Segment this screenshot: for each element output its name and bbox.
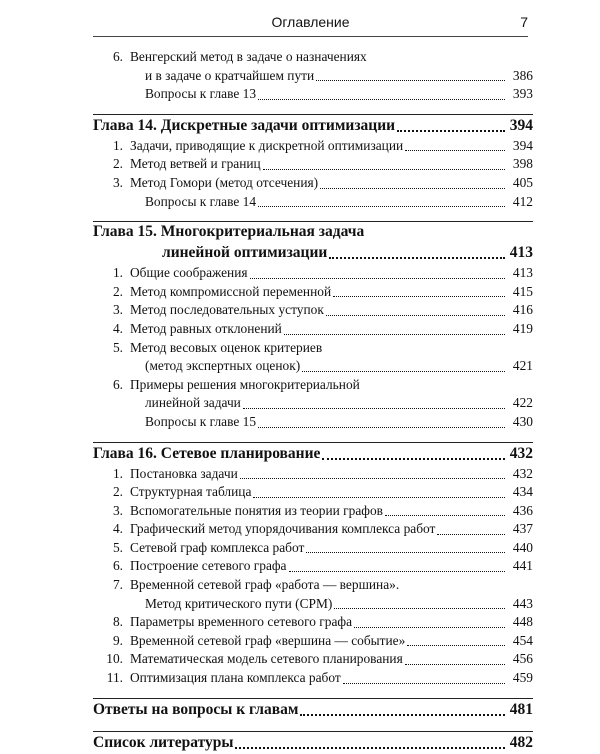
section-title-line2: Метод критического пути (CPM): [145, 595, 333, 611]
toc-entry-15-3[interactable]: [93, 301, 533, 320]
toc-entry-15-6[interactable]: [93, 376, 533, 413]
section-number: 3.: [112, 502, 123, 518]
section-page: 456: [512, 651, 533, 667]
bibliography-block: [93, 731, 533, 754]
section-title-line1: Метод весовых оценок критериев: [130, 339, 323, 355]
section-page: 434: [512, 484, 533, 500]
toc-entry-chapter-16[interactable]: [93, 443, 533, 465]
section-number: 11.: [106, 670, 123, 686]
section-number: 5.: [112, 539, 123, 555]
section-title: Оптимизация плана комплекса работ: [130, 670, 341, 686]
section-title: Построение сетевого графа: [130, 558, 287, 574]
dot-leader: [243, 407, 505, 409]
dot-leader: [343, 682, 505, 684]
dot-leader: [235, 746, 505, 749]
section-page: 394: [512, 137, 533, 153]
section-page: 432: [512, 465, 533, 481]
chapter-page: 394: [509, 116, 533, 134]
dot-leader: [405, 149, 505, 151]
answers-title: Ответы на вопросы к главам: [93, 700, 299, 718]
dot-leader: [253, 496, 505, 498]
toc-entry-answers[interactable]: [93, 699, 533, 721]
toc-entry-16-5[interactable]: [93, 539, 533, 558]
dot-leader: [385, 514, 505, 516]
questions-title: Вопросы к главе 15: [145, 413, 257, 429]
chapter-16-block: [93, 442, 533, 688]
section-title-line1: Временной сетевой граф «работа — вершина».: [130, 577, 400, 593]
bibliography-page: 482: [509, 733, 533, 751]
dot-leader: [258, 426, 505, 428]
dot-leader: [320, 187, 505, 189]
toc-entry-15-1[interactable]: [93, 264, 533, 283]
section-number: 6.: [112, 49, 123, 64]
dot-leader: [316, 79, 505, 81]
section-title-line1: Примеры решения многокритериальной: [130, 376, 360, 392]
table-of-contents: [93, 48, 533, 754]
toc-entry-15-2[interactable]: [93, 283, 533, 302]
section-number: 2.: [112, 283, 123, 299]
toc-entry-16-7[interactable]: [93, 576, 533, 613]
toc-entry-14-2[interactable]: [93, 155, 533, 174]
toc-entry-16-1[interactable]: [93, 465, 533, 484]
questions-page: 430: [512, 413, 533, 429]
toc-entry-14-1[interactable]: [93, 137, 533, 156]
section-page: 415: [512, 283, 533, 299]
toc-entry-15-4[interactable]: [93, 320, 533, 339]
toc-entry-16-2[interactable]: [93, 483, 533, 502]
section-title: Временной сетевой граф «вершина — событие»: [130, 632, 406, 648]
questions-title: Вопросы к главе 13: [145, 86, 257, 102]
dot-leader: [397, 129, 505, 132]
chapter-title: Глава 16. Сетевое планирование: [93, 444, 321, 462]
dot-leader: [284, 333, 505, 335]
chapter-page: 413: [509, 244, 533, 262]
chapter-title-line1: Глава 15. Многокритериальная задача: [93, 223, 365, 241]
toc-entry-16-4[interactable]: [93, 520, 533, 539]
section-title: Параметры временного сетевого графа: [130, 614, 353, 630]
toc-entry-16-9[interactable]: [93, 632, 533, 651]
section-title: Задачи, приводящие к дискретной оптимизации: [130, 137, 404, 153]
page-number: 7: [520, 14, 528, 30]
section-page: 441: [512, 558, 533, 574]
section-page: 416: [512, 302, 533, 318]
section-page: 386: [512, 67, 533, 83]
section-title: Постановка задачи: [130, 465, 238, 481]
toc-entry-14-3[interactable]: [93, 174, 533, 193]
section-title: Метод Гомори (метод отсечения): [130, 174, 319, 190]
section-page: 437: [512, 521, 533, 537]
toc-entry-16-8[interactable]: [93, 613, 533, 632]
dot-leader: [354, 626, 505, 628]
toc-entry-questions-14[interactable]: [93, 193, 533, 212]
section-number: 10.: [106, 651, 123, 667]
section-page: 405: [512, 174, 533, 190]
dot-leader: [263, 168, 505, 170]
section-number: 9.: [112, 632, 123, 648]
dot-leader: [250, 277, 505, 279]
section-number: 4.: [112, 320, 123, 336]
toc-entry-16-10[interactable]: [93, 650, 533, 669]
section-title: Метод последовательных уступок: [130, 302, 324, 318]
dot-leader: [405, 663, 505, 665]
section-number: 8.: [112, 614, 123, 630]
section-number: 1.: [112, 137, 123, 153]
dot-leader: [407, 644, 505, 646]
answers-page: 481: [509, 700, 533, 718]
questions-page: 393: [512, 86, 533, 102]
questions-title: Вопросы к главе 14: [145, 193, 257, 209]
section-page: 440: [512, 539, 533, 555]
section-title-line2: и в задаче о кратчайшем пути: [145, 67, 315, 83]
section-title: Метод ветвей и границ: [130, 156, 261, 172]
section-page: 421: [512, 358, 533, 374]
dot-leader: [306, 551, 505, 553]
answers-block: [93, 698, 533, 721]
section-title: Математическая модель сетевого планирования: [130, 651, 403, 667]
section-number: 6.: [112, 558, 123, 574]
running-title: Оглавление: [271, 14, 350, 30]
questions-page: 412: [512, 193, 533, 209]
dot-leader: [240, 477, 505, 479]
section-number: 5.: [112, 339, 123, 355]
dot-leader: [258, 98, 505, 100]
section-title: Вспомогательные понятия из теории графов: [130, 502, 383, 518]
chapter-title-line2: линейной оптимизации: [162, 244, 328, 262]
dot-leader: [329, 256, 505, 259]
section-number: 2.: [112, 484, 123, 500]
toc-entry-13-6[interactable]: [93, 48, 533, 85]
section-number: 2.: [112, 156, 123, 172]
dot-leader: [300, 713, 505, 716]
bibliography-title: Список литературы: [93, 733, 234, 751]
chapter-title: Глава 14. Дискретные задачи оптимизации: [93, 116, 396, 134]
section-page: 422: [512, 395, 533, 411]
section-number: 3.: [112, 174, 123, 190]
section-title: Структурная таблица: [130, 484, 252, 500]
section-title: Метод компромиссной переменной: [130, 283, 332, 299]
section-page: 443: [512, 595, 533, 611]
dot-leader: [322, 457, 505, 460]
section-number: 3.: [112, 302, 123, 318]
dot-leader: [333, 295, 505, 297]
section-title: Сетевой граф комплекса работ: [130, 539, 305, 555]
running-header: [93, 12, 528, 37]
section-page: 398: [512, 156, 533, 172]
section-page: 459: [512, 670, 533, 686]
toc-entry-questions-13[interactable]: [93, 85, 533, 104]
dot-leader: [289, 570, 505, 572]
section-number: 1.: [112, 265, 123, 281]
toc-entry-chapter-14[interactable]: [93, 115, 533, 137]
section-title: Общие соображения: [130, 265, 248, 281]
toc-entry-16-6[interactable]: [93, 557, 533, 576]
section-page: 436: [512, 502, 533, 518]
chapter-15-block: [93, 221, 533, 431]
section-page: 419: [512, 320, 533, 336]
section-number: 7.: [112, 577, 123, 593]
toc-entry-16-3[interactable]: [93, 502, 533, 521]
dot-leader: [334, 607, 505, 609]
dot-leader: [437, 533, 505, 535]
section-title: Метод равных отклонений: [130, 320, 282, 336]
toc-entry-questions-15[interactable]: [93, 413, 533, 432]
chapter-page: 432: [509, 444, 533, 462]
toc-entry-15-5[interactable]: [93, 339, 533, 376]
section-number: 6.: [112, 376, 123, 392]
section-title-line2: линейной задачи: [145, 395, 241, 411]
section-page: 454: [512, 632, 533, 648]
section-title-line1: Венгерский метод в задаче о назначениях: [130, 49, 367, 64]
dot-leader: [258, 205, 505, 207]
toc-entry-chapter-15[interactable]: [93, 222, 533, 264]
dot-leader: [302, 370, 505, 372]
toc-entry-16-11[interactable]: [93, 669, 533, 688]
chapter-14-block: [93, 114, 533, 211]
section-page: 448: [512, 614, 533, 630]
section-number: 1.: [112, 465, 123, 481]
dot-leader: [326, 314, 505, 316]
toc-entry-bibliography[interactable]: [93, 732, 533, 754]
section-title: Графический метод упорядочивания комплекса работ: [130, 521, 436, 537]
section-title-line2: (метод экспертных оценок): [145, 358, 301, 374]
section-number: 4.: [112, 521, 123, 537]
section-page: 413: [512, 265, 533, 281]
